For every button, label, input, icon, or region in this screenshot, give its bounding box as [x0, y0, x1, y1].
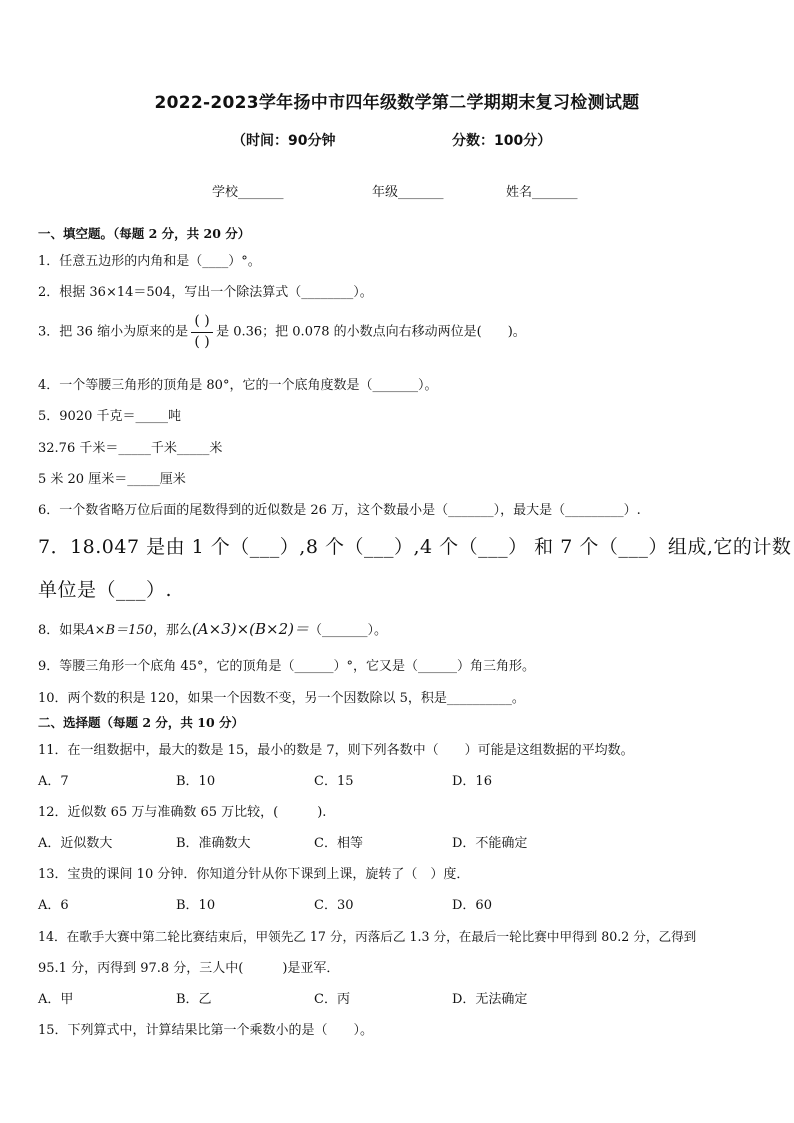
- q11-option-d: D．16: [452, 774, 492, 789]
- question-2: 2．根据 36×14＝504，写出一个除法算式（________）。: [38, 285, 373, 300]
- q11-option-a: A．7: [38, 774, 69, 789]
- q14-option-b: B．乙: [176, 992, 212, 1007]
- question-11: 11．在一组数据中，最大的数是 15，最小的数是 7，则下列各数中（ ）可能是这组数据的平均数。: [38, 743, 634, 758]
- question-3-text-end: 是 0.36；把 0.078 的小数点向右移动两位是( )。: [216, 324, 526, 340]
- section-heading-choice: 二、选择题（每题 2 分，共 10 分）: [38, 715, 245, 730]
- equation-given: A×B＝150: [85, 623, 153, 638]
- q12-option-d: D．不能确定: [452, 836, 528, 851]
- question-14-line2: 95.1 分，丙得到 97.8 分，三人中( )是亚军．: [38, 961, 340, 976]
- question-14-line1: 14．在歌手大赛中第二轮比赛结束后，甲领先乙 17 分，丙落后乙 1.3 分，在最后一轮比赛中甲得到 80.2 分，乙得到: [38, 929, 697, 944]
- q12-option-c: C．相等: [314, 836, 363, 851]
- grade-field: 年级_______: [372, 185, 444, 200]
- question-7-line1: 7．18.047 是由 1 个（___）,8 个（___）,4 个（___） 和 7 个（___）组成,它的计数: [38, 536, 792, 558]
- question-9: 9．等腰三角形一个底角 45°，它的顶角是（______）°，它又是（______）角三角形。: [38, 659, 535, 674]
- school-field: 学校_______: [212, 185, 284, 200]
- question-3-text-start: 3．把 36 缩小为原来的是: [38, 324, 189, 340]
- question-15: 15．下列算式中，计算结果比第一个乘数小的是（ ）。: [38, 1023, 374, 1038]
- q13-option-b: B．10: [176, 898, 216, 913]
- question-10: 10．两个数的积是 120，如果一个因数不变，另一个因数除以 5，积是__________。: [38, 691, 525, 706]
- q13-option-a: A．6: [38, 898, 69, 913]
- q11-option-c: C．15: [314, 774, 354, 789]
- blank-fraction: $\frac{( )}{( )}$: [189, 313, 215, 351]
- question-6: 6．一个数省略万位后面的尾数得到的近似数是 26 万，这个数最小是（_______），最大是（_________）.: [38, 503, 641, 518]
- question-1: 1．任意五边形的内角和是（____）°。: [38, 254, 261, 269]
- q13-option-c: C．30: [314, 898, 354, 913]
- q14-option-d: D．无法确定: [452, 992, 528, 1007]
- question-5b: 32.76 千米＝_____千米_____米: [38, 441, 223, 456]
- q13-option-d: D．60: [452, 898, 492, 913]
- question-13: 13．宝贵的课间 10 分钟．你知道分针从你下课到上课，旋转了（ ）度．: [38, 867, 470, 882]
- exam-title: 2022-2023学年扬中市四年级数学第二学期期末复习检测试题: [154, 93, 640, 113]
- question-5a: 5．9020 千克＝_____吨: [38, 409, 181, 424]
- question-3: [38, 313, 526, 351]
- q14-option-a: A．甲: [38, 992, 74, 1007]
- q12-option-b: B．准确数大: [176, 836, 251, 851]
- question-5c: 5 米 20 厘米＝_____厘米: [38, 472, 186, 487]
- question-8: 8．如果A×B＝150，那么(A×3)×(B×2)＝（_______）。: [38, 620, 388, 638]
- time-limit: （时间：90分钟: [232, 133, 336, 149]
- q12-option-a: A．近似数大: [38, 836, 113, 851]
- q14-option-c: C．丙: [314, 992, 350, 1007]
- total-score: 分数：100分）: [452, 133, 552, 149]
- question-4: 4．一个等腰三角形的顶角是 80°，它的一个底角度数是（_______）。: [38, 378, 438, 393]
- question-12: 12．近似数 65 万与准确数 65 万比较，( ).: [38, 805, 327, 820]
- q11-option-b: B．10: [176, 774, 216, 789]
- section-heading-fill: 一、填空题。（每题 2 分，共 20 分）: [38, 226, 251, 241]
- name-field: 姓名_______: [506, 185, 578, 200]
- equation-ask: (A×3)×(B×2)＝: [191, 620, 310, 638]
- question-7-line2: 单位是（___）.: [38, 579, 173, 601]
